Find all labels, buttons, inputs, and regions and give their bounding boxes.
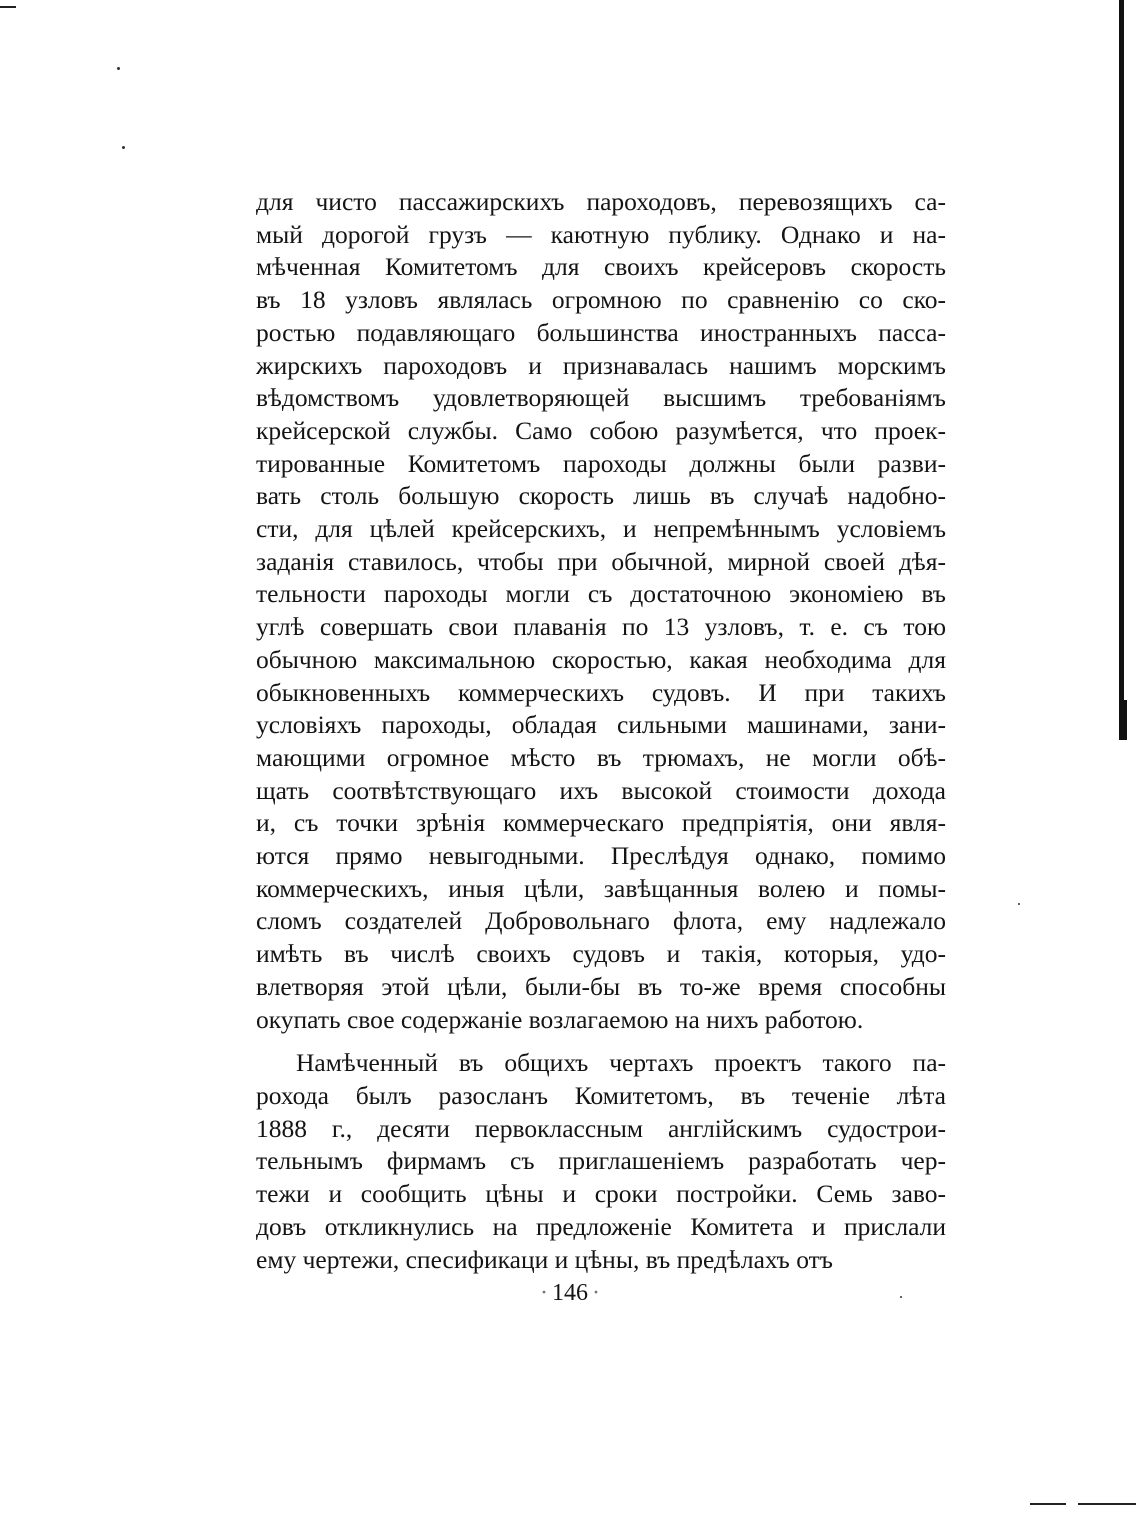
text-line: обычною максимальною скоростью, какая необходима для: [256, 644, 946, 674]
paragraph: [256, 1047, 946, 1276]
text-line: рохода былъ разосланъ Комитетомъ, въ теченіе лѣта: [256, 1080, 946, 1110]
text-line: жирскихъ пароходовъ и признавалась нашимъ морскимъ: [256, 350, 946, 380]
scan-edge-right-tail: [1124, 700, 1127, 740]
text-line: сломъ создателей Добровольнаго флота, ему надлежало: [256, 906, 946, 936]
scan-speck: [117, 67, 120, 70]
text-line: мающими огромное мѣсто въ трюмахъ, не могли обѣ-: [256, 742, 946, 772]
text-line: тированные Комитетомъ пароходы должны были разви-: [256, 448, 946, 478]
text-line: сти, для цѣлей крейсерскихъ, и непремѣннымъ условіемъ: [256, 514, 946, 544]
text-line: заданія ставилось, чтобы при обычной, мирной своей дѣя-: [256, 546, 946, 576]
text-line: условіяхъ пароходы, обладая сильными машинами, зани-: [256, 710, 946, 740]
text-line: Намѣченный въ общихъ чертахъ проектъ такого па-: [296, 1048, 946, 1078]
text-line: для чисто пассажирскихъ пароходовъ, перевозящихъ са-: [256, 187, 946, 216]
text-line: 1888 г., десяти первоклассным англійскимъ судострои-: [256, 1113, 946, 1143]
text-line: въ 18 узловъ являлась огромною по сравненію со ско-: [256, 285, 946, 315]
scan-artifact-top-left: [0, 6, 16, 8]
paragraph: [256, 186, 946, 1036]
text-line: щать соотвѣтствующаго ихъ высокой стоимости дохода: [256, 775, 946, 805]
page-number-value: 146: [552, 1280, 588, 1306]
text-line: вѣдомствомъ удовлетворяющей высшимъ требованіямъ: [256, 383, 946, 413]
text-line: довъ откликнулись на предложеніе Комитета и прислали: [256, 1211, 946, 1241]
paragraph-gap: [256, 1036, 946, 1047]
text-line: углѣ совершать свои плаванія по 13 узловъ, т. е. съ тою: [256, 612, 946, 642]
text-line: ему чертежи, спесификаци и цѣны, въ предѣлахъ отъ: [256, 1244, 833, 1274]
scan-rule-bottom-right: [1078, 1503, 1136, 1505]
text-line: обыкновенныхъ коммерческихъ судовъ. И при такихъ: [256, 677, 946, 707]
page-number-dash-right: ·: [592, 1280, 600, 1306]
scan-edge-right: [1119, 0, 1124, 740]
scan-rule-bottom-right: [1030, 1503, 1066, 1505]
text-line: ются прямо невыгодными. Преслѣдуя однако, помимо: [256, 841, 946, 871]
text-line: влетворяя этой цѣли, были-бы въ то-же время способны: [256, 971, 946, 1001]
page-number-dash-left: ·: [540, 1280, 548, 1306]
paragraphs: [256, 186, 946, 1276]
text-line: коммерческихъ, иныя цѣли, завѣщанныя волею и помы-: [256, 873, 946, 903]
text-line: тельнымъ фирмамъ съ приглашеніемъ разработать чер-: [256, 1146, 946, 1176]
text-line: мѣченная Комитетомъ для своихъ крейсеровъ скорость: [256, 252, 946, 282]
text-line: мый дорогой грузъ — каютную публику. Однако и на-: [256, 219, 946, 249]
text-line: тельности пароходы могли съ достаточною экономіею въ: [256, 579, 946, 609]
scan-speck: [122, 146, 125, 149]
text-line: ростью подавляющаго большинства иностранныхъ пасса-: [256, 317, 946, 347]
scan-speck: [1018, 903, 1020, 905]
text-line: вать столь большую скорость лишь въ случаѣ надобно-: [256, 481, 946, 511]
page-body: [256, 186, 946, 1276]
text-line: крейсерской службы. Само собою разумѣется, что проек-: [256, 415, 946, 445]
text-line: и, съ точки зрѣнія коммерческаго предпріятія, они явля-: [256, 808, 946, 838]
text-line: тежи и сообщить цѣны и сроки постройки. Семь заво-: [256, 1179, 946, 1209]
text-line: окупать свое содержаніе возлагаемою на нихъ работою.: [256, 1004, 864, 1034]
page-number: [0, 1278, 1140, 1308]
text-line: имѣть въ числѣ своихъ судовъ и такія, которыя, удо-: [256, 939, 946, 969]
